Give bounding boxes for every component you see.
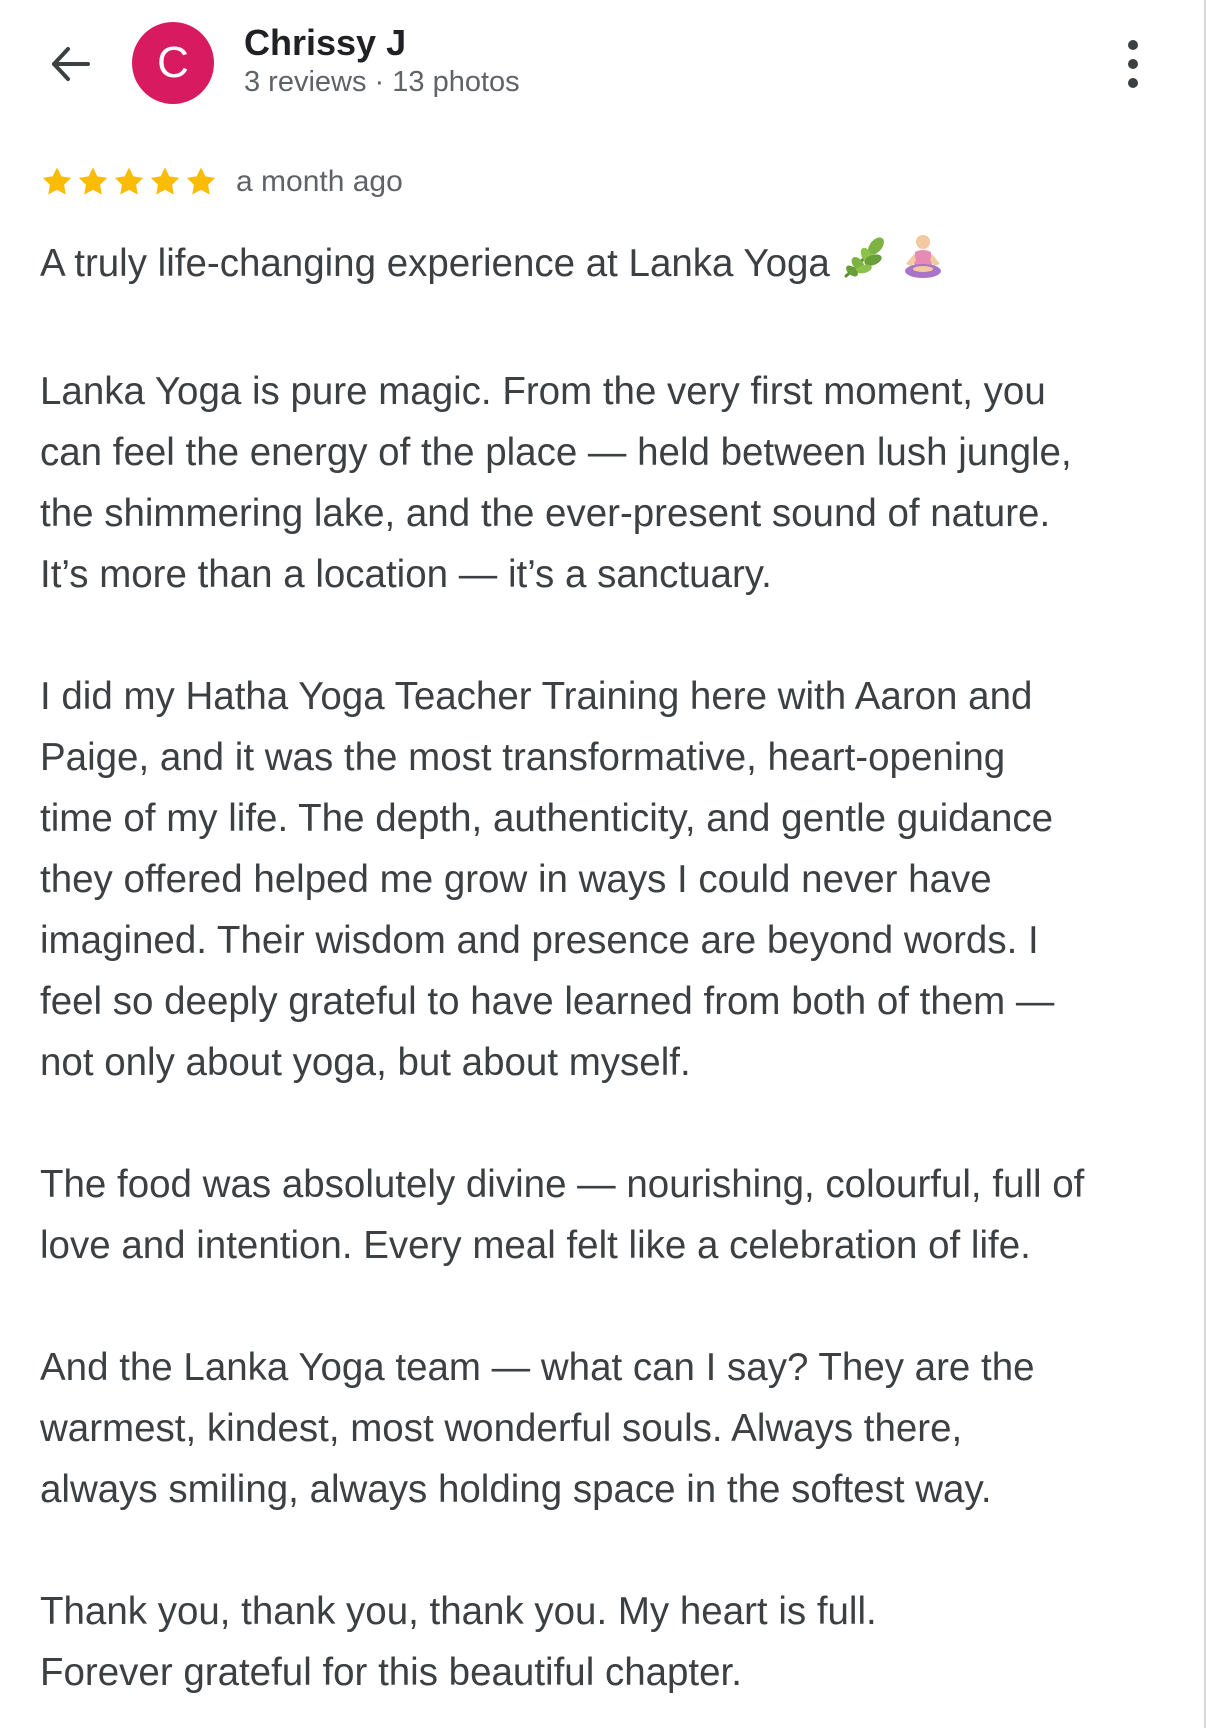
reviewer-stats: 3 reviews · 13 photos: [244, 66, 520, 98]
meditating-person-icon: [898, 232, 948, 300]
review-title: A truly life-changing experience at Lanka Yoga: [40, 242, 830, 286]
review-line: Thank you, thank you, thank you. My heart is full.: [40, 1590, 877, 1633]
review-line: Forever grateful for this beautiful chapter.: [40, 1651, 742, 1694]
review-line: can feel the energy of the place — held between lush jungle,: [40, 431, 1072, 474]
star-icon: [148, 165, 182, 199]
review-line: Lanka Yoga is pure magic. From the very first moment, you: [40, 370, 1046, 413]
review-line: time of my life. The depth, authenticity, and gentle guidance: [40, 797, 1054, 840]
more-options-button[interactable]: [1108, 36, 1158, 92]
more-vertical-icon-dot: [1128, 78, 1138, 88]
review-line: warmest, kindest, most wonderful souls. Always there,: [40, 1407, 963, 1450]
review-line: always smiling, always holding space in the softest way.: [40, 1468, 992, 1511]
star-icon: [112, 165, 146, 199]
reviewer-header: [0, 0, 1206, 130]
review-line: It’s more than a location — it’s a sanctuary.: [40, 553, 772, 596]
review-line: they offered helped me grow in ways I could never have: [40, 858, 992, 901]
review-date: a month ago: [236, 165, 403, 198]
more-vertical-icon-dot: [1128, 59, 1138, 69]
reviewer-name[interactable]: Chrissy J: [244, 22, 407, 63]
review-line: The food was absolutely divine — nourishing, colourful, full of: [40, 1163, 1085, 1206]
review-line: feel so deeply grateful to have learned from both of them —: [40, 980, 1055, 1023]
more-vertical-icon: [1128, 40, 1138, 50]
review-line: I did my Hatha Yoga Teacher Training here with Aaron and: [40, 675, 1033, 718]
star-icon: [76, 165, 110, 199]
review-line: Paige, and it was the most transformative, heart-opening: [40, 736, 1006, 779]
review-line: not only about yoga, but about myself.: [40, 1041, 691, 1084]
review-paragraphs: [40, 361, 1170, 1703]
star-icon: [184, 165, 218, 199]
review-text: [40, 232, 1170, 1703]
arrow-left-icon: [46, 40, 94, 88]
review-line: the shimmering lake, and the ever-present sound of nature.: [40, 492, 1051, 535]
avatar[interactable]: [132, 22, 214, 104]
back-button[interactable]: [38, 32, 102, 96]
review-line: love and intention. Every meal felt like a celebration of life.: [40, 1224, 1031, 1267]
review-title-line: [40, 232, 1170, 300]
review-paragraph: [40, 666, 1170, 1093]
herb-icon: [840, 234, 888, 298]
review-line: And the Lanka Yoga team — what can I say? They are the: [40, 1346, 1035, 1389]
review-paragraph: [40, 1154, 1170, 1276]
review-paragraph: [40, 361, 1170, 605]
review-line: imagined. Their wisdom and presence are beyond words. I: [40, 919, 1039, 962]
review-paragraph: [40, 1337, 1170, 1520]
review-paragraph: [40, 1581, 1170, 1703]
rating-row: [40, 160, 403, 204]
star-icon: [40, 165, 74, 199]
review-title-paragraph: [40, 232, 1170, 300]
avatar-letter: C: [157, 38, 189, 87]
star-rating: [40, 165, 218, 199]
